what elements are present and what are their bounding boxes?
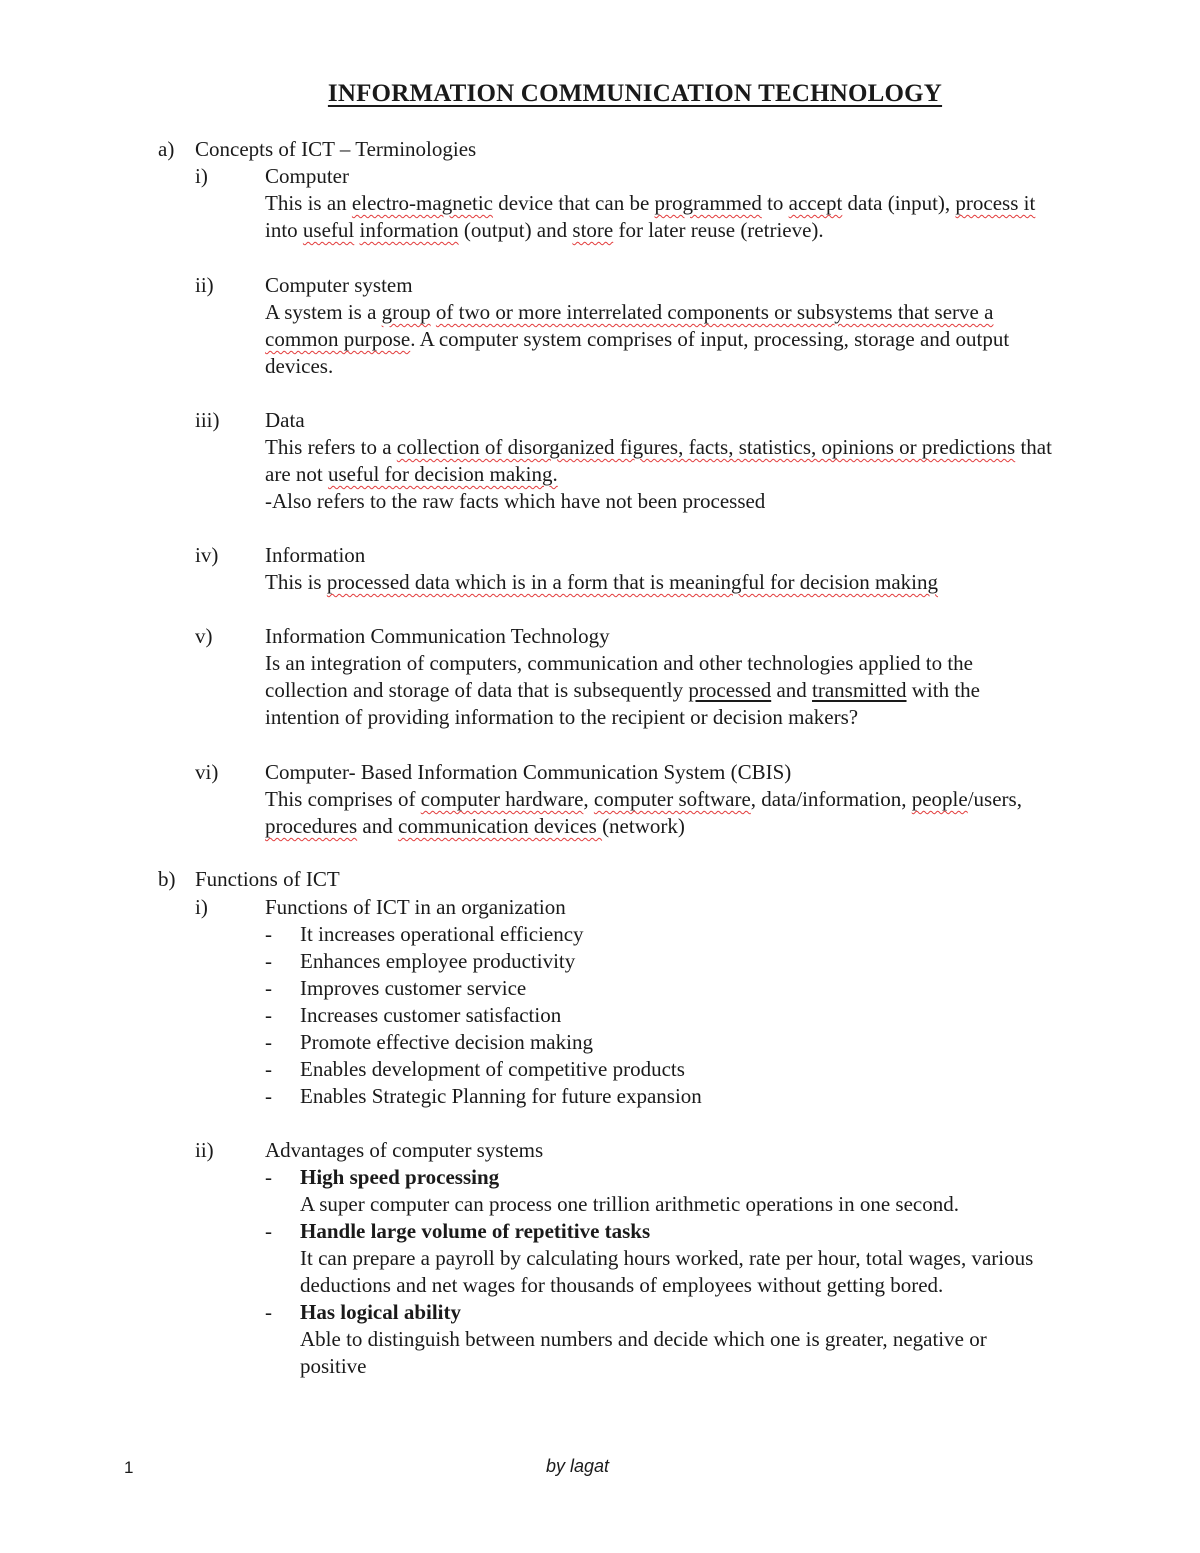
- item-marker: iii): [195, 408, 220, 432]
- definition-line: A system is a group of two or more interrelated components or subsystems that serve a: [265, 300, 994, 324]
- definition-line: This comprises of computer hardware, computer software, data/information, people/users,: [265, 787, 1022, 811]
- term-heading: Computer- Based Information Communication System (CBIS): [265, 760, 792, 784]
- definition-line: devices.: [265, 354, 334, 378]
- page-number: 1: [124, 1458, 134, 1477]
- document-title: INFORMATION COMMUNICATION TECHNOLOGY: [327, 80, 943, 107]
- list-item: It increases operational efficiency: [300, 922, 584, 946]
- bullet-dash: -: [265, 1165, 272, 1189]
- term-heading: Information Communication Technology: [265, 624, 610, 648]
- section-b-marker: b): [158, 867, 176, 891]
- term-heading: Data: [265, 408, 305, 432]
- item-marker: i): [195, 895, 208, 919]
- bullet-dash: -: [265, 1003, 272, 1027]
- bullet-dash: -: [265, 922, 272, 946]
- item-marker: ii): [195, 273, 214, 297]
- definition-line: collection and storage of data that is subsequently processed and transmitted with the: [265, 678, 981, 702]
- item-marker: vi): [195, 760, 219, 784]
- definition-line: Is an integration of computers, communication and other technologies applied to the: [265, 651, 973, 675]
- advantage-heading: Handle large volume of repetitive tasks: [300, 1219, 651, 1243]
- section-a-heading: Concepts of ICT – Terminologies: [195, 137, 477, 161]
- term-heading: Functions of ICT in an organization: [265, 895, 566, 919]
- advantage-description: positive: [300, 1354, 367, 1378]
- advantage-description: A super computer can process one trillion arithmetic operations in one second.: [300, 1192, 959, 1216]
- advantage-description: It can prepare a payroll by calculating hours worked, rate per hour, total wages, various: [300, 1246, 1034, 1270]
- item-marker: i): [195, 164, 208, 188]
- definition-line: This is processed data which is in a form that is meaningful for decision making: [265, 570, 939, 594]
- term-heading: Advantages of computer systems: [265, 1138, 544, 1162]
- definition-line: procedures and communication devices (network): [265, 814, 685, 838]
- section-b-heading: Functions of ICT: [195, 867, 340, 891]
- list-item: Enables development of competitive products: [300, 1057, 685, 1081]
- bullet-dash: -: [265, 1084, 272, 1108]
- advantage-description: Able to distinguish between numbers and decide which one is greater, negative or: [300, 1327, 987, 1351]
- definition-line: into useful information (output) and store for later reuse (retrieve).: [265, 218, 824, 242]
- list-item: Enables Strategic Planning for future expansion: [300, 1084, 702, 1108]
- definition-line: -Also refers to the raw facts which have not been processed: [265, 489, 766, 513]
- term-heading: Computer system: [265, 273, 413, 297]
- definition-line: This is an electro-magnetic device that can be programmed to accept data (input), process it: [265, 191, 1036, 215]
- bullet-dash: -: [265, 1219, 272, 1243]
- bullet-dash: -: [265, 1057, 272, 1081]
- item-marker: ii): [195, 1138, 214, 1162]
- item-marker: v): [195, 624, 213, 648]
- bullet-dash: -: [265, 1030, 272, 1054]
- definition-line: are not useful for decision making.: [265, 462, 558, 486]
- advantage-description: deductions and net wages for thousands of employees without getting bored.: [300, 1273, 944, 1297]
- definition-line: common purpose. A computer system comprises of input, processing, storage and output: [265, 327, 1010, 351]
- term-heading: Computer: [265, 164, 349, 188]
- footer-author: by lagat: [546, 1456, 610, 1476]
- term-heading: Information: [265, 543, 366, 567]
- bullet-dash: -: [265, 1300, 272, 1324]
- definition-line: This refers to a collection of disorganized figures, facts, statistics, opinions or predictions that: [265, 435, 1052, 459]
- list-item: Enhances employee productivity: [300, 949, 576, 973]
- advantage-heading: Has logical ability: [300, 1300, 462, 1324]
- list-item: Improves customer service: [300, 976, 527, 1000]
- bullet-dash: -: [265, 976, 272, 1000]
- list-item: Promote effective decision making: [300, 1030, 593, 1054]
- advantage-heading: High speed processing: [300, 1165, 500, 1189]
- section-a-marker: a): [158, 137, 175, 161]
- list-item: Increases customer satisfaction: [300, 1003, 562, 1027]
- definition-line: intention of providing information to the recipient or decision makers?: [265, 705, 859, 729]
- bullet-dash: -: [265, 949, 272, 973]
- item-marker: iv): [195, 543, 219, 567]
